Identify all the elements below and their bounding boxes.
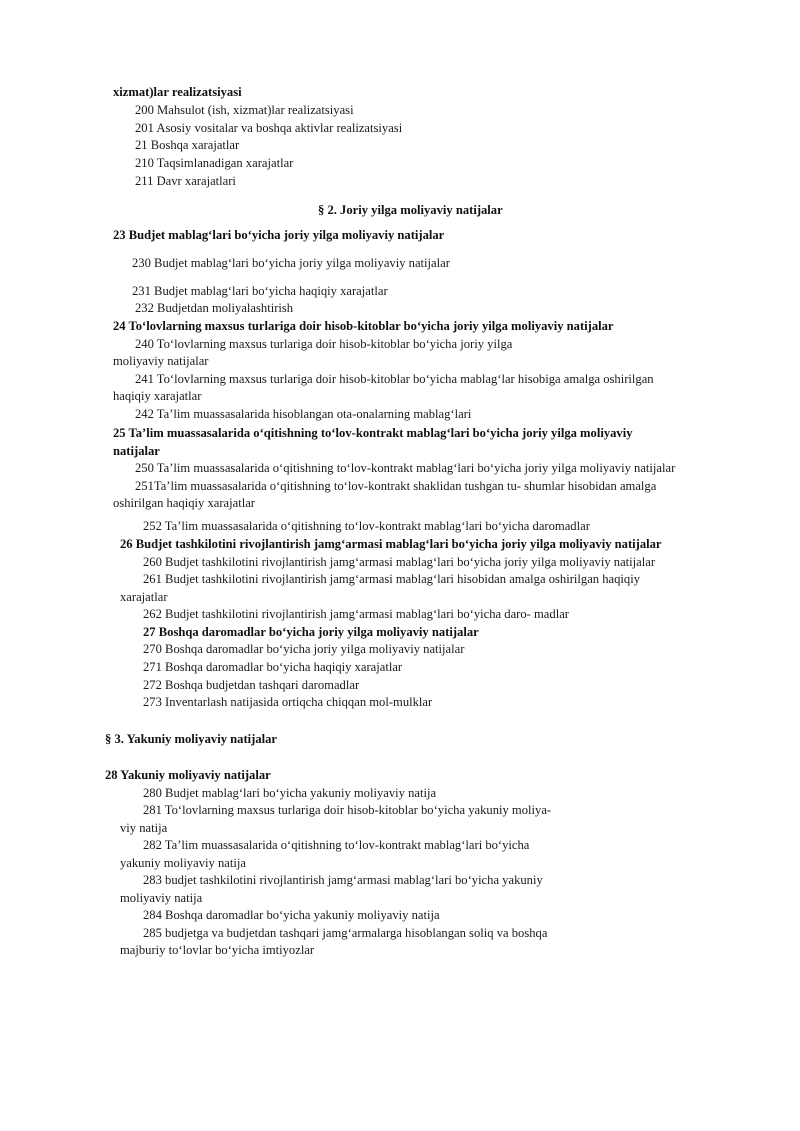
text-line: 281 To‘lovlarning maxsus turlariga doir hisob-kitoblar bo‘yicha yakuniy moliya- [143, 803, 552, 817]
text-line: 285 budjetga va budjetdan tashqari jamg‘armalarga hisoblangan soliq va boshqa [143, 926, 548, 940]
text-line: 260 Budjet tashkilotini rivojlantirish jamg‘armasi mablag‘lari bo‘yicha joriy yilga moliyaviy natijalar [143, 555, 656, 569]
account-group-heading: natijalar [113, 444, 160, 458]
text-line: 230 Budjet mablag‘lari bo‘yicha joriy yilga moliyaviy natijalar [132, 256, 450, 270]
text-line: 273 Inventarlash natijasida ortiqcha chiqqan mol-mulklar [143, 695, 433, 709]
text-line: 242 Ta’lim muassasalarida hisoblangan ota-onalarning mablag‘lari [135, 407, 472, 421]
text-line: 271 Boshqa daromadlar bo‘yicha haqiqiy xarajatlar [143, 660, 403, 674]
text-line: 270 Boshqa daromadlar bo‘yicha joriy yilga moliyaviy natijalar [143, 642, 465, 656]
text-line: 262 Budjet tashkilotini rivojlantirish jamg‘armasi mablag‘lari bo‘yicha daro- madlar [143, 607, 569, 621]
text-line: 283 budjet tashkilotini rivojlantirish jamg‘armasi mablag‘lari bo‘yicha yakuniy [143, 873, 543, 887]
text-line: 251Ta’lim muassasalarida o‘qitishning to‘lov-kontrakt shaklidan tushgan tu- shumlar hisobidan amalga [135, 479, 657, 493]
text-line: 241 To‘lovlarning maxsus turlariga doir hisob-kitoblar bo‘yicha mablag‘lar hisobiga amalga oshirilgan [135, 372, 654, 386]
account-group-heading: 28 Yakuniy moliyaviy natijalar [105, 768, 271, 782]
text-line: 232 Budjetdan moliyalashtirish [135, 301, 294, 315]
text-line: 282 Ta’lim muassasalarida o‘qitishning to‘lov-kontrakt mablag‘lari bo‘yicha [143, 838, 530, 852]
text-line: 252 Ta’lim muassasalarida o‘qitishning to‘lov-kontrakt mablag‘lari bo‘yicha daromadlar [143, 519, 590, 533]
text-line: 261 Budjet tashkilotini rivojlantirish jamg‘armasi mablag‘lari hisobidan amalga oshirilgan haqiqiy [143, 572, 641, 586]
text-line: 211 Davr xarajatlari [135, 174, 236, 188]
text-line: moliyaviy natija [120, 891, 203, 905]
text-line: 240 To‘lovlarning maxsus turlariga doir hisob-kitoblar bo‘yicha joriy yilga [135, 337, 513, 351]
account-group-heading: 26 Budjet tashkilotini rivojlantirish jamg‘armasi mablag‘lari bo‘yicha joriy yilga moliyaviy natijalar [120, 537, 662, 551]
text-line: 280 Budjet mablag‘lari bo‘yicha yakuniy moliyaviy natija [143, 786, 437, 800]
text-line: 201 Asosiy vositalar va boshqa aktivlar realizatsiyasi [135, 121, 403, 135]
text-line: xizmat)lar realizatsiyasi [113, 85, 242, 99]
text-line: oshirilgan haqiqiy xarajatlar [113, 496, 255, 510]
account-group-heading: 25 Ta’lim muassasalarida o‘qitishning to‘lov-kontrakt mablag‘lari bo‘yicha joriy yilga moliyaviy [113, 426, 633, 440]
account-group-heading: 27 Boshqa daromadlar bo‘yicha joriy yilga moliyaviy natijalar [143, 625, 479, 639]
text-line: moliyaviy natijalar [113, 354, 209, 368]
text-line: haqiqiy xarajatlar [113, 389, 202, 403]
account-group-heading: 24 To‘lovlarning maxsus turlariga doir hisob-kitoblar bo‘yicha joriy yilga moliyaviy natijalar [113, 319, 614, 333]
account-group-heading: 23 Budjet mablag‘lari bo‘yicha joriy yilga moliyaviy natijalar [113, 228, 445, 242]
text-line: 21 Boshqa xarajatlar [135, 138, 240, 152]
text-line: xarajatlar [120, 590, 168, 604]
text-line: yakuniy moliyaviy natija [120, 856, 246, 870]
text-line: viy natija [120, 821, 168, 835]
text-line: 272 Boshqa budjetdan tashqari daromadlar [143, 678, 360, 692]
text-line: 231 Budjet mablag‘lari bo‘yicha haqiqiy xarajatlar [132, 284, 388, 298]
text-line: 200 Mahsulot (ish, xizmat)lar realizatsiyasi [135, 103, 354, 117]
text-line: 250 Ta’lim muassasalarida o‘qitishning to‘lov-kontrakt mablag‘lari bo‘yicha joriy yilga moliyaviy natijalar [135, 461, 676, 475]
section-heading: § 3. Yakuniy moliyaviy natijalar [105, 732, 278, 746]
text-line: 210 Taqsimlanadigan xarajatlar [135, 156, 294, 170]
text-line: 284 Boshqa daromadlar bo‘yicha yakuniy moliyaviy natija [143, 908, 440, 922]
text-line: majburiy to‘lovlar bo‘yicha imtiyozlar [120, 943, 315, 957]
section-heading: § 2. Joriy yilga moliyaviy natijalar [318, 203, 503, 217]
